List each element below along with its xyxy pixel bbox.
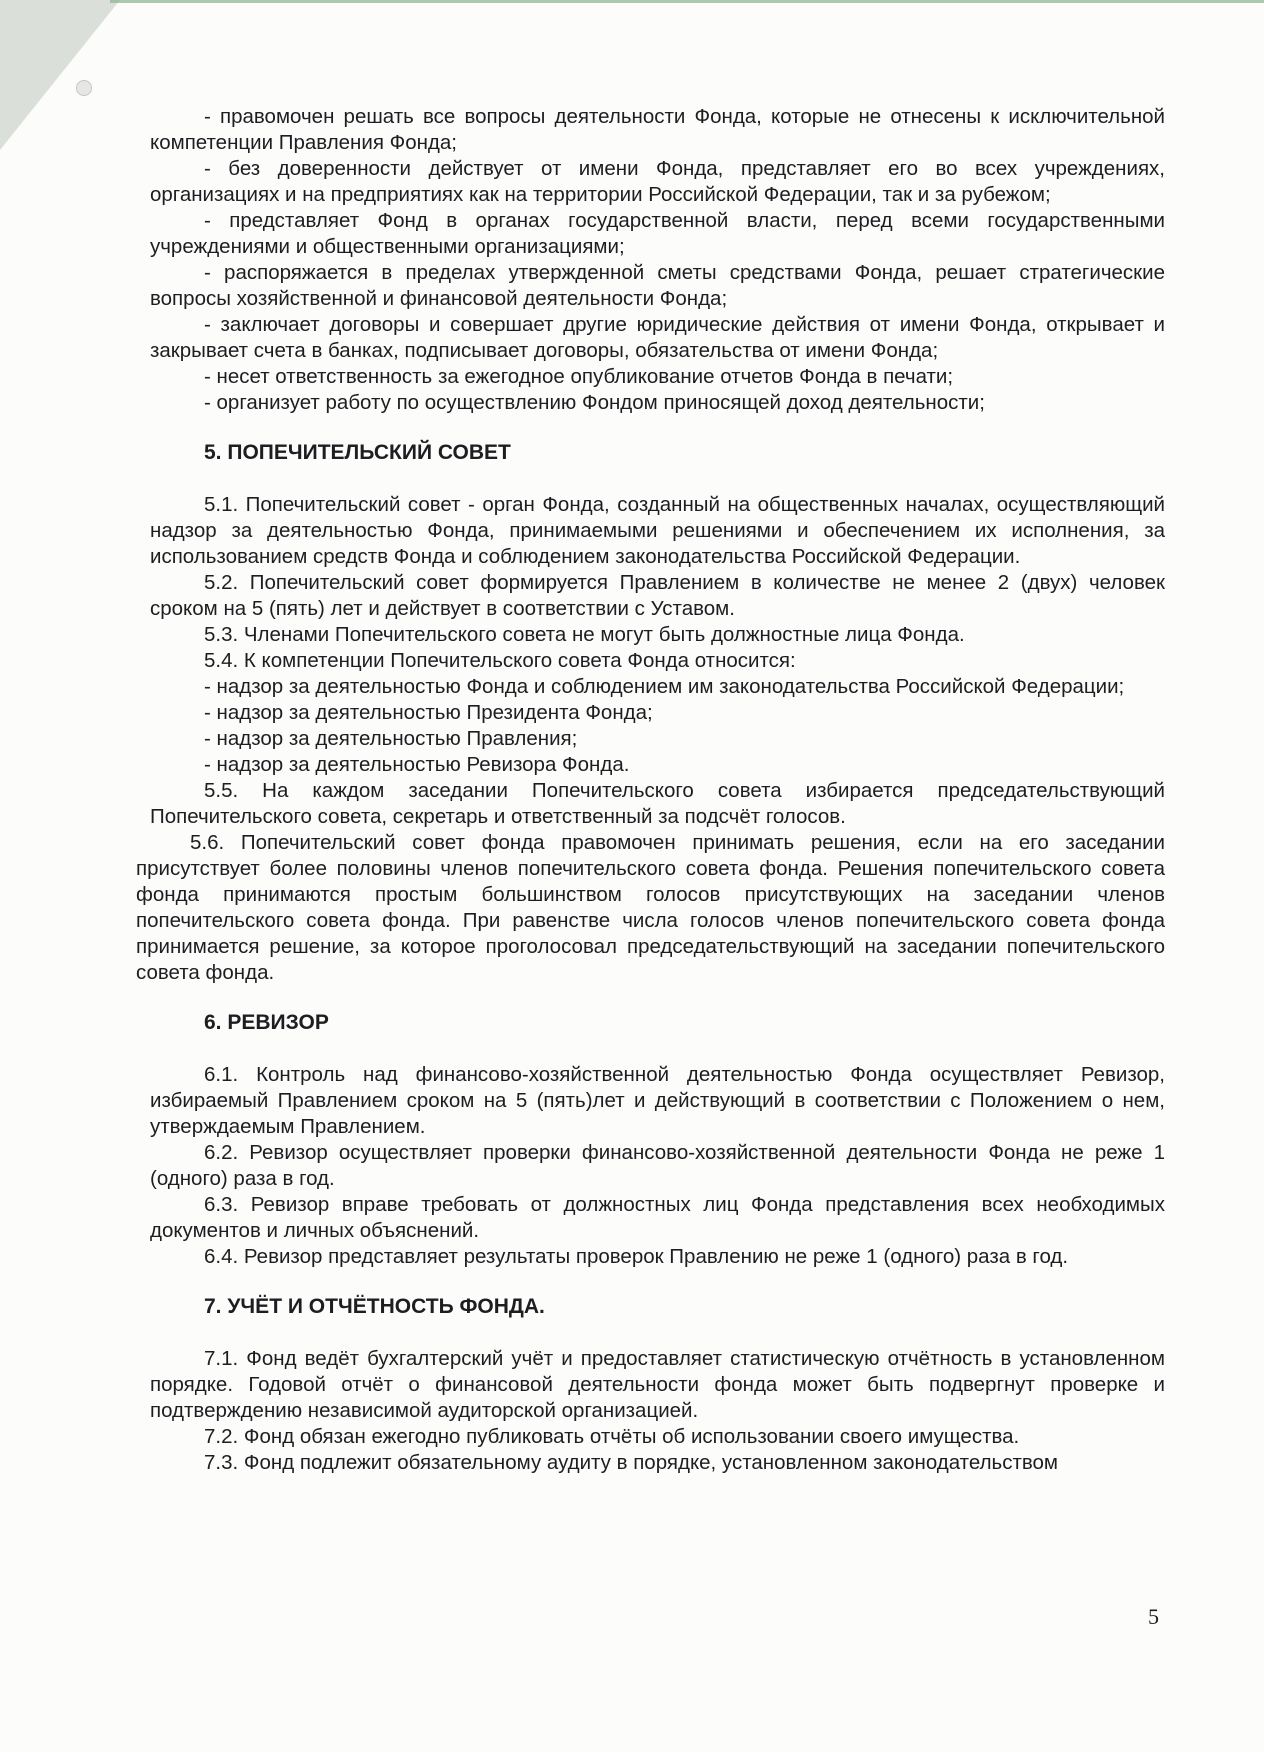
paragraph-6-3: 6.3. Ревизор вправе требовать от должностных лиц Фонда представления всех необходимых документов и личных объяснений. xyxy=(150,1193,1165,1242)
list-item: - надзор за деятельностью Правления; xyxy=(204,727,578,750)
list-item: - несет ответственность за ежегодное опубликование отчетов Фонда в печати; xyxy=(204,365,954,388)
list-item: - правомочен решать все вопросы деятельности Фонда, которые не отнесены к исключительной компетенции Правления Фонда; xyxy=(150,105,1165,154)
list-item: - без доверенности действует от имени Фонда, представляет его во всех учреждениях, организациях и на предприятиях как на территории Российской Федерации, так и за рубежом; xyxy=(150,157,1165,206)
list-item: - организует работу по осуществлению Фондом приносящей доход деятельности; xyxy=(204,391,985,414)
list-item: - представляет Фонд в органах государственной власти, перед всеми государственными учреждениями и общественными организациями; xyxy=(150,209,1165,258)
list-item: - распоряжается в пределах утвержденной сметы средствами Фонда, решает стратегические вопросы хозяйственной и финансовой деятельности Фонда; xyxy=(150,261,1165,310)
paragraph-7-2: 7.2. Фонд обязан ежегодно публиковать отчёты об использовании своего имущества. xyxy=(204,1425,1020,1448)
paragraph-5-6: 5.6. Попечительский совет фонда правомочен принимать решения, если на его заседании присутствует более половины членов попечительского совета фонда. Решения попечительского совета фонда принимаются простым большинством голосов присутствующих на заседании членов попечительского совета фонда. При равенстве числа голосов членов попечительского совета фонда принимается решение, за которое проголосовал председательствующий на заседании попечительского совета фонда. xyxy=(136,831,1165,984)
section-5-heading: 5. ПОПЕЧИТЕЛЬСКИЙ СОВЕТ xyxy=(204,441,511,464)
paragraph-5-3: 5.3. Членами Попечительского совета не могут быть должностные лица Фонда. xyxy=(204,623,965,646)
list-item: - надзор за деятельностью Ревизора Фонда. xyxy=(204,753,630,776)
paragraph-6-1: 6.1. Контроль над финансово-хозяйственной деятельностью Фонда осуществляет Ревизор, избираемый Правлением сроком на 5 (пять)лет и действующий в соответствии с Положением о нем, утверждаемым Правлением. xyxy=(150,1063,1165,1138)
paragraph-7-1: 7.1. Фонд ведёт бухгалтерский учёт и предоставляет статистическую отчётность в установленном порядке. Годовой отчёт о финансовой деятельности фонда может быть подвергнут проверке и подтверждению независимой аудиторской организацией. xyxy=(150,1347,1165,1422)
paragraph-5-1: 5.1. Попечительский совет - орган Фонда, созданный на общественных началах, осуществляющий надзор за деятельностью Фонда, принимаемыми решениями и обеспечением их исполнения, за использованием средств Фонда и соблюдением законодательства Российской Федерации. xyxy=(150,493,1165,568)
paragraph-5-2: 5.2. Попечительский совет формируется Правлением в количестве не менее 2 (двух) человек сроком на 5 (пять) лет и действует в соответствии с Уставом. xyxy=(150,571,1165,620)
section-7-heading: 7. УЧЁТ И ОТЧЁТНОСТЬ ФОНДА. xyxy=(204,1295,545,1318)
folded-corner xyxy=(0,0,120,150)
paragraph-6-4: 6.4. Ревизор представляет результаты проверок Правлению не реже 1 (одного) раза в год. xyxy=(204,1245,1069,1268)
staple-hole xyxy=(76,80,92,96)
section-6-heading: 6. РЕВИЗОР xyxy=(204,1011,329,1034)
paragraph-5-4: 5.4. К компетенции Попечительского совета Фонда относится: xyxy=(204,649,796,672)
list-item: - заключает договоры и совершает другие юридические действия от имени Фонда, открывает и закрывает счета в банках, подписывает договоры, обязательства от имени Фонда; xyxy=(150,313,1165,362)
page-number: 5 xyxy=(1148,1604,1159,1629)
paragraph-5-5: 5.5. На каждом заседании Попечительского совета избирается председательствующий Попечительского совета, секретарь и ответственный за подсчёт голосов. xyxy=(150,779,1165,828)
paragraph-6-2: 6.2. Ревизор осуществляет проверки финансово-хозяйственной деятельности Фонда не реже 1 (одного) раза в год. xyxy=(150,1141,1165,1190)
list-item: - надзор за деятельностью Президента Фонда; xyxy=(204,701,653,724)
page-edge-line xyxy=(110,0,1264,3)
list-item: - надзор за деятельностью Фонда и соблюдением им законодательства Российской Федерации; xyxy=(204,675,1125,698)
document-body xyxy=(136,104,1165,1476)
paragraph-7-3: 7.3. Фонд подлежит обязательному аудиту в порядке, установленном законодательством xyxy=(204,1451,1059,1474)
